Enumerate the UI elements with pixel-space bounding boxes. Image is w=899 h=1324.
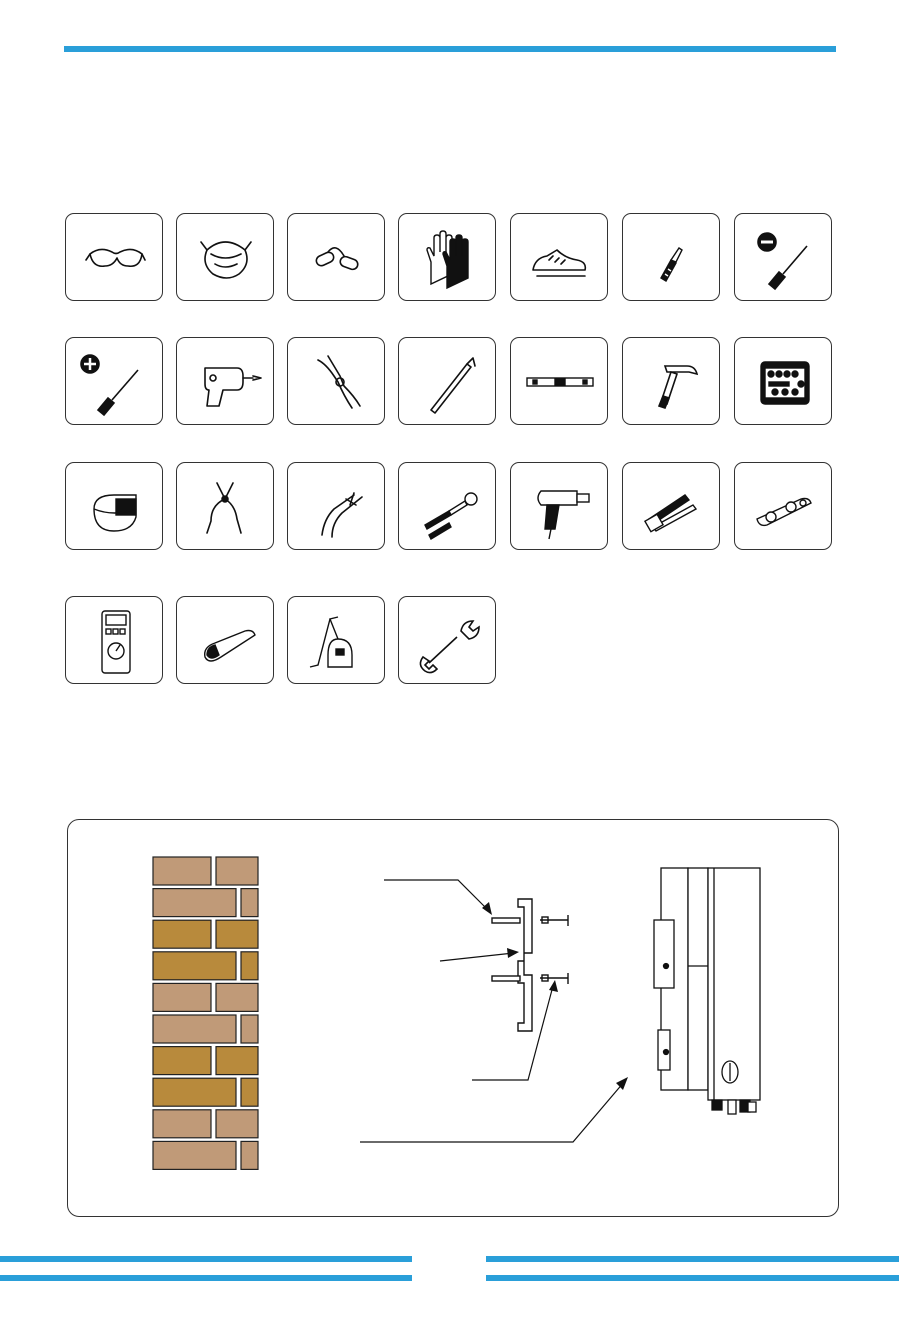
tool-card-spirit-level [510,337,608,425]
tool-card-marker [398,337,496,425]
mounting-diagram [67,819,839,1217]
brick [153,952,236,980]
brick [153,1047,211,1075]
safety-goggles-icon [66,214,164,302]
open-end-wrench-icon [399,597,497,685]
brick [153,1110,211,1138]
tool-card-earplugs [287,213,385,301]
tool-card-socket-set [734,337,832,425]
tool-card-hydraulic-crimper [398,462,496,550]
hydraulic-crimper-icon [399,463,497,551]
tool-card-hammer [622,337,720,425]
tool-card-vacuum-cleaner [287,596,385,684]
wire-stripper-icon [288,463,386,551]
brick [241,1141,258,1169]
earplugs-icon [288,214,386,302]
tool-card-diagonal-pliers [176,462,274,550]
brick [216,857,258,885]
slotted-screwdriver-icon [735,214,833,302]
gloves-icon [399,214,497,302]
tool-card-rj45-crimper [176,596,274,684]
hammer-icon [623,338,721,426]
brick [216,983,258,1011]
inverter-side-view [654,868,760,1114]
tool-card-gloves [398,213,496,301]
diagonal-pliers-icon [177,463,275,551]
tool-card-heat-gun [510,462,608,550]
wall-bracket [492,899,568,1031]
pv-connector-wrench-icon [735,463,833,551]
brick [241,952,258,980]
utility-knife-icon [623,214,721,302]
mounting-diagram-art [68,820,840,1218]
vacuum-cleaner-icon [288,597,386,685]
spirit-level-icon [511,338,609,426]
rj45-crimper-icon [177,597,275,685]
footer-rule-left-top [0,1256,412,1262]
brick [241,1078,258,1106]
brick [153,1078,236,1106]
footer-rule-left-bottom [0,1275,412,1281]
tool-card-slotted-screwdriver [734,213,832,301]
phillips-screwdriver-icon [66,338,164,426]
tool-card-utility-knife [622,213,720,301]
tool-card-phillips-screwdriver [65,337,163,425]
tool-card-tape-measure [65,462,163,550]
brick [153,857,211,885]
brick [241,1015,258,1043]
tool-card-dust-mask [176,213,274,301]
heat-gun-icon [511,463,609,551]
tool-card-pliers [287,337,385,425]
dust-mask-icon [177,214,275,302]
tool-card-pv-disconnect-tool [734,462,832,550]
tool-card-goggles [65,213,163,301]
tool-card-wire-stripper [287,462,385,550]
socket-wrench-set-icon [735,338,833,426]
brick [153,920,211,948]
brick [216,1110,258,1138]
leader-arrowheads [482,902,628,1090]
brick [216,1047,258,1075]
tool-card-multimeter [65,596,163,684]
brick [153,1015,236,1043]
brick [153,983,211,1011]
tape-measure-icon [66,463,164,551]
marker-icon [399,338,497,426]
hammer-drill-icon [177,338,275,426]
footer-rule-right-top [486,1256,899,1262]
tool-card-crimping-tool [622,462,720,550]
safety-shoes-icon [511,214,609,302]
brick [216,920,258,948]
header-rule [64,46,836,52]
multimeter-icon [66,597,164,685]
crimping-tool-icon [623,463,721,551]
footer-rule-right-bottom [486,1275,899,1281]
pliers-icon [288,338,386,426]
brick [241,889,258,917]
brick-wall [153,857,258,1169]
tool-card-hammer-drill [176,337,274,425]
tool-card-open-wrench [398,596,496,684]
brick [153,889,236,917]
brick [153,1141,236,1169]
tool-card-safety-shoes [510,213,608,301]
